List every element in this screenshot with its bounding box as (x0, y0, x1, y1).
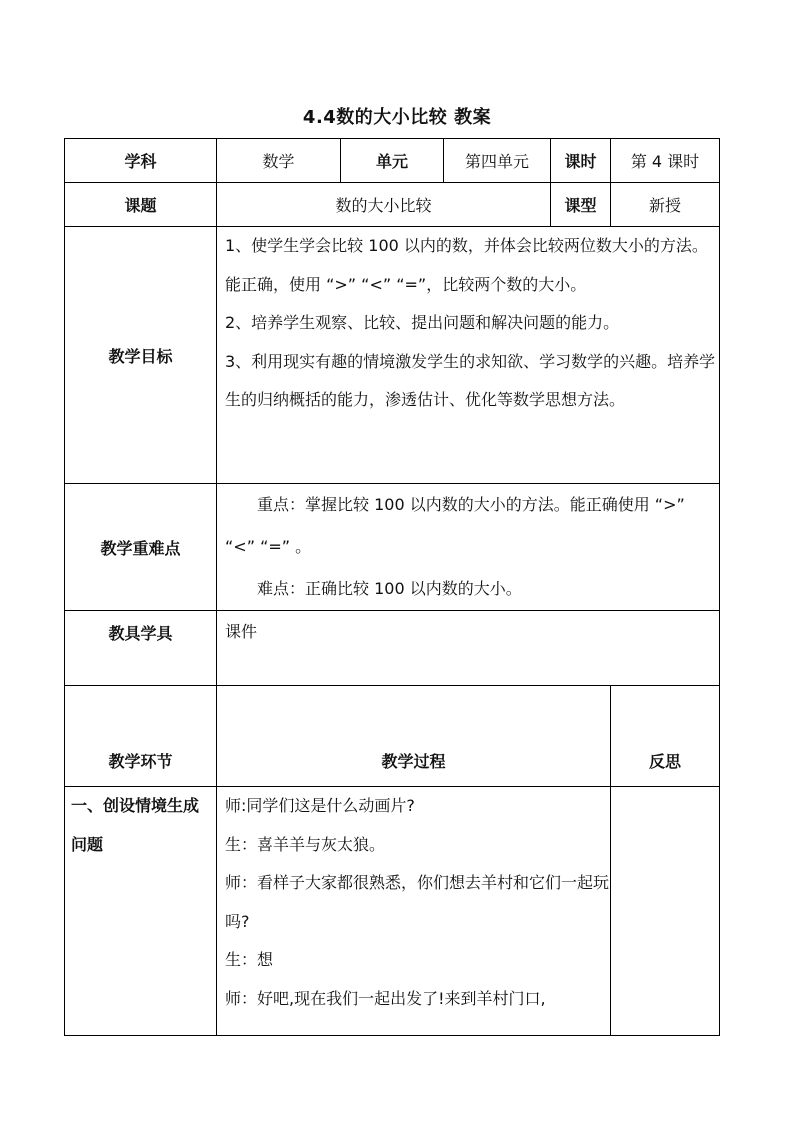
header-row (65, 139, 720, 183)
difficulty-point: 难点：正确比较 100 以内数的大小。 (257, 579, 522, 598)
subject-label: 学科 (65, 139, 217, 183)
key-points-cell (217, 484, 720, 611)
tools-value: 课件 (217, 611, 720, 686)
key-points-row (65, 484, 720, 611)
topic-label: 课题 (65, 183, 217, 227)
objective-item: 1、使学生学会比较 100 以内的数，并体会比较两位数大小的方法。能正确，使用 “>” “<” “=”，比较两个数的大小。 (225, 236, 708, 294)
reflection-header: 反思 (611, 686, 720, 787)
objectives-label: 教学目标 (65, 227, 217, 484)
objectives-cell (217, 227, 720, 484)
stage-header: 教学环节 (65, 686, 217, 787)
tools-row (65, 611, 720, 686)
topic-value: 数的大小比较 (217, 183, 551, 227)
objective-item: 3、利用现实有趣的情境激发学生的求知欲、学习数学的兴趣。培养学生的归纳概括的能力，渗透估计、优化等数学思想方法。 (225, 351, 716, 409)
period-label: 课时 (551, 139, 611, 183)
lesson-plan-table (64, 138, 720, 1036)
subject-value: 数学 (217, 139, 341, 183)
period-value: 第 4 课时 (611, 139, 720, 183)
objectives-row (65, 227, 720, 484)
tools-label: 教具学具 (65, 611, 217, 686)
reflection-cell (611, 787, 720, 1036)
dialogue-line: 师：好吧,现在我们一起出发了!来到羊村门口, (225, 988, 546, 1008)
focus-point: 重点：掌握比较 100 以内数的大小的方法。能正确使用 “>” “<” “=” 。 (225, 495, 685, 556)
lesson-type-label: 课型 (551, 183, 611, 227)
dialogue-line: 生：想 (225, 950, 274, 969)
unit-label: 单元 (341, 139, 444, 183)
objective-item: 2、培养学生观察、比较、提出问题和解决问题的能力。 (225, 313, 620, 332)
topic-row (65, 183, 720, 227)
dialogue-line: 师:同学们这是什么动画片? (225, 796, 415, 815)
stage-name: 一、创设情境生成问题 (65, 787, 217, 1036)
dialogue-line: 生：喜羊羊与灰太狼。 (225, 834, 386, 854)
document-title: 4.4数的大小比较 教案 (302, 107, 492, 128)
key-points-label: 教学重难点 (65, 484, 217, 611)
unit-value: 第四单元 (444, 139, 551, 183)
lesson-type-value: 新授 (611, 183, 720, 227)
stage-row (65, 787, 720, 1036)
process-header: 教学过程 (217, 686, 611, 787)
process-cell (217, 787, 611, 1036)
process-header-row (65, 686, 720, 787)
dialogue-line: 师：看样子大家都很熟悉，你们想去羊村和它们一起玩吗? (225, 873, 610, 931)
